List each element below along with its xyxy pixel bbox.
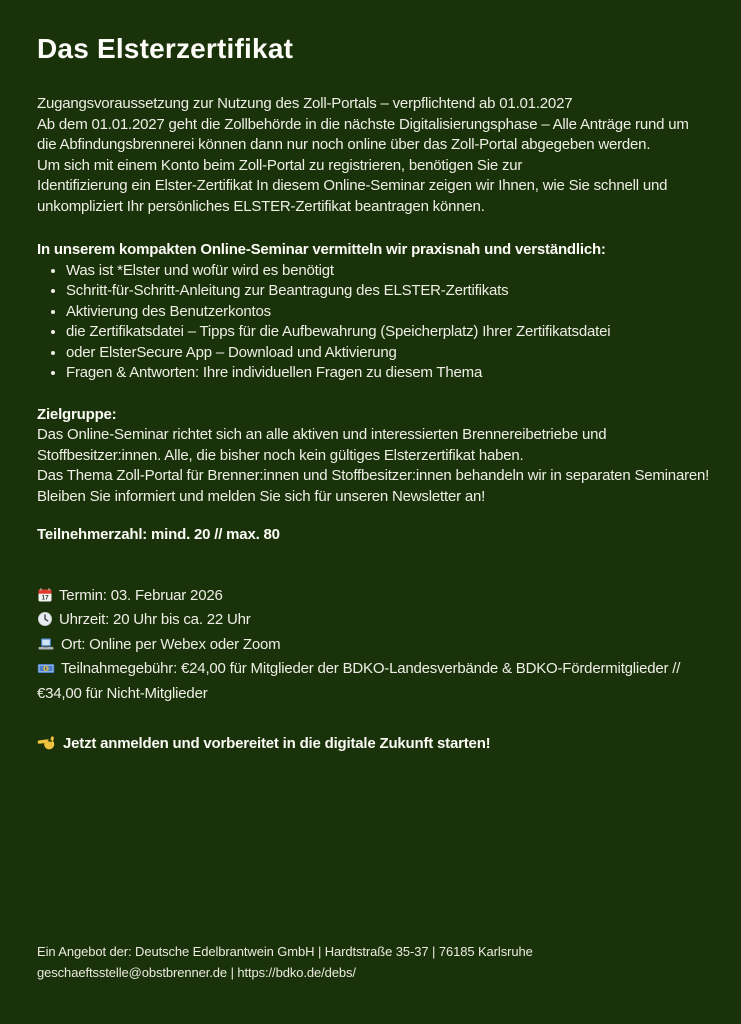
intro-line: Identifizierung ein Elster-Zertifikat In diesem Online-Seminar zeigen wir Ihnen, wie Sie schnell und	[37, 177, 668, 194]
intro-paragraph	[37, 94, 705, 217]
euro-banknote-icon	[37, 661, 55, 683]
seminar-topic-item: • Was ist *Elster und wofür wird es benötigt	[66, 261, 705, 282]
event-fee-text-line2: €34,00 für Nicht-Mitglieder	[37, 684, 208, 702]
footer	[37, 941, 533, 983]
pointing-hand-icon	[37, 735, 56, 755]
intro-line: die Abfindungsbrennerei können dann nur noch online über das Zoll-Portal abgegeben werden.	[37, 136, 651, 153]
intro-line: Zugangsvoraussetzung zur Nutzung des Zoll-Portals – verpflichtend ab 01.01.2027	[37, 95, 573, 112]
seminar-topic-item: • Schritt-für-Schritt-Anleitung zur Beantragung des ELSTER-Zertifikats	[66, 281, 705, 302]
intro-line: Um sich mit einem Konto beim Zoll-Portal zu registrieren, benötigen Sie zur	[37, 156, 523, 174]
clock-icon	[37, 611, 53, 634]
event-location-row	[37, 634, 705, 659]
event-date-text: Termin: 03. Februar 2026	[59, 586, 223, 604]
cta-line	[37, 735, 705, 755]
seminar-topic-item: • Fragen & Antworten: Ihre individuellen Fragen zu diesem Thema	[66, 363, 705, 384]
event-fee-row	[37, 658, 705, 704]
target-group-line: Das Thema Zoll-Portal für Brenner:innen und Stoffbesitzer:innen behandeln wir in separaten Seminaren!	[37, 467, 710, 484]
target-group-section	[37, 405, 710, 508]
event-location-text: Ort: Online per Webex oder Zoom	[61, 635, 281, 653]
footer-provider-line: Ein Angebot der: Deutsche Edelbrantwein GmbH | Hardtstraße 35-37 | 76185 Karlsruhe	[37, 944, 533, 959]
seminar-topic-list	[37, 261, 705, 384]
intro-line: unkompliziert Ihr persönliches ELSTER-Zertifikat beantragen können.	[37, 197, 485, 215]
target-group-line: Stoffbesitzer:innen. Alle, die bisher noch kein gültiges Elsterzertifikat haben.	[37, 446, 524, 464]
footer-contact-line: geschaeftsstelle@obstbrenner.de | https://bdko.de/debs/	[37, 965, 356, 980]
seminar-section-heading: In unserem kompakten Online-Seminar vermitteln wir praxisnah und verständlich:	[37, 241, 606, 258]
event-details	[37, 585, 705, 705]
svg-text:€: €	[44, 666, 48, 673]
intro-line: Ab dem 01.01.2027 geht die Zollbehörde in die nächste Digitalisierungsphase – Alle Anträge rund um	[37, 115, 689, 133]
participant-count: Teilnehmerzahl: mind. 20 // max. 80	[37, 526, 280, 543]
event-time-row	[37, 609, 705, 634]
target-group-line: Bleiben Sie informiert und melden Sie sich für unseren Newsletter an!	[37, 487, 486, 505]
seminar-topic-item: • Aktivierung des Benutzerkontos	[66, 302, 705, 323]
target-group-heading: Zielgruppe:	[37, 405, 117, 423]
seminar-topic-item: • die Zertifikatsdatei – Tipps für die Aufbewahrung (Speicherplatz) Ihrer Zertifikatsdatei	[66, 322, 705, 343]
calendar-icon	[37, 587, 53, 610]
seminar-topic-item: • oder ElsterSecure App – Download und Aktivierung	[66, 343, 705, 364]
calendar-day-number: 17	[41, 594, 49, 602]
target-group-line: Das Online-Seminar richtet sich an alle aktiven und interessierten Brennereibetriebe und	[37, 426, 607, 443]
event-fee-text-line1: Teilnahmegebühr: €24,00 für Mitglieder der BDKO-Landesverbände & BDKO-Fördermitglieder //	[61, 660, 681, 677]
event-time-text: Uhrzeit: 20 Uhr bis ca. 22 Uhr	[59, 611, 251, 628]
page-title: Das Elsterzertifikat	[37, 33, 294, 64]
laptop-icon	[37, 637, 55, 659]
event-date-row	[37, 585, 705, 610]
cta-text: Jetzt anmelden und vorbereitet in die digitale Zukunft starten!	[63, 735, 491, 752]
